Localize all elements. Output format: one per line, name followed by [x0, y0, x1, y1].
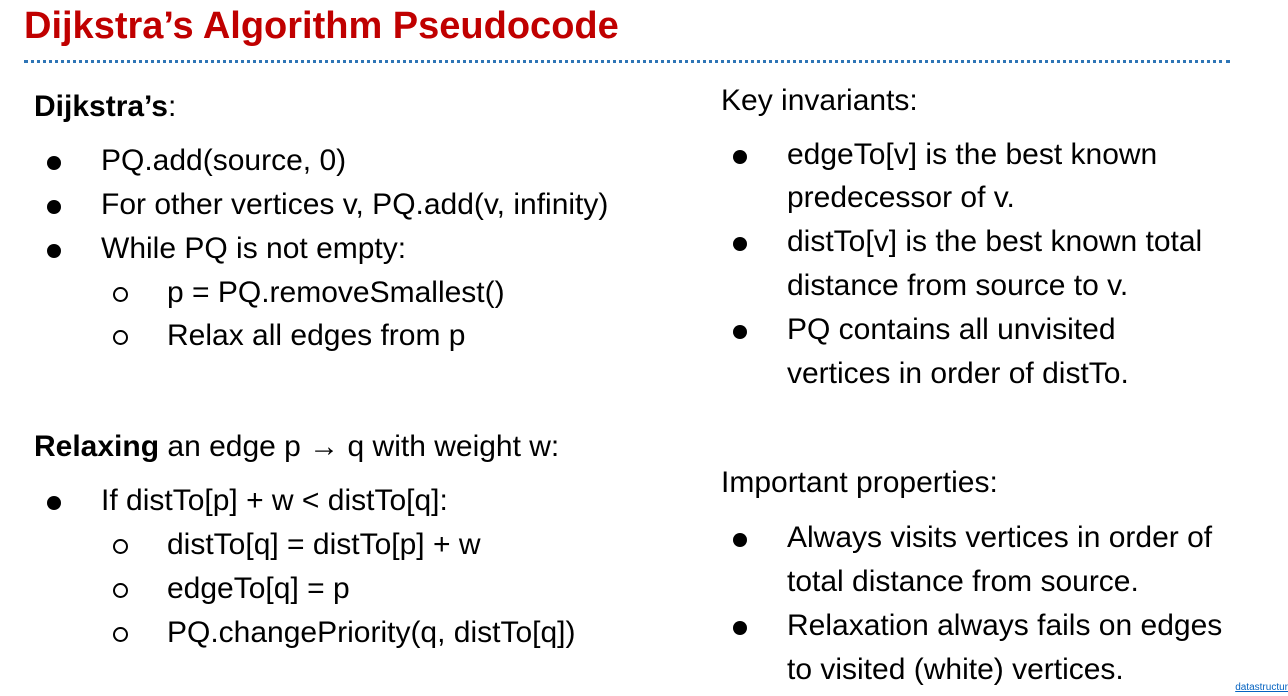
list-item-text: edgeTo[v] is the best known — [787, 138, 1158, 171]
list-item-text: p = PQ.removeSmallest() — [167, 276, 505, 309]
sub-bullet-icon — [101, 271, 141, 315]
sub-bullet-icon — [101, 567, 141, 611]
list-item-text: Always visits vertices in order of — [787, 521, 1213, 554]
bullet-icon — [35, 479, 75, 523]
bullet-icon — [35, 139, 75, 183]
title-divider — [24, 60, 1230, 63]
dijkstra-heading — [34, 87, 176, 127]
bullet-icon — [721, 220, 761, 264]
list-item-text: If distTo[p] + w < distTo[q]: — [101, 484, 448, 517]
list-item-text: While PQ is not empty: — [101, 232, 407, 265]
list-item-text: PQ.changePriority(q, distTo[q]) — [167, 616, 576, 649]
list-item-text: Relax all edges from p — [167, 319, 466, 352]
bullet-icon — [721, 516, 761, 560]
relax-heading-bold: Relaxing — [34, 430, 160, 463]
list-item-text: PQ contains all unvisited — [787, 313, 1116, 346]
list-item-continuation: to visited (white) vertices. — [787, 653, 1124, 686]
list-item-continuation: vertices in order of distTo. — [787, 357, 1129, 390]
sub-bullet-icon — [101, 611, 141, 655]
properties-heading: Important properties: — [721, 466, 998, 499]
bullet-icon — [721, 308, 761, 352]
relax-heading-rest: an edge p → q with weight w: — [159, 430, 560, 463]
list-item-text: distTo[q] = distTo[p] + w — [167, 528, 481, 561]
bullet-icon — [721, 604, 761, 648]
sub-bullet-icon — [101, 523, 141, 567]
dijkstra-heading-bold: Dijkstra’s — [34, 90, 168, 123]
sub-bullet-icon — [101, 314, 141, 358]
footer-link[interactable]: datastructur — [1235, 682, 1288, 693]
list-item-continuation: distance from source to v. — [787, 269, 1129, 302]
invariants-heading: Key invariants: — [721, 84, 918, 117]
relax-heading — [34, 427, 559, 467]
list-item-text: PQ.add(source, 0) — [101, 144, 347, 177]
dijkstra-heading-colon: : — [167, 90, 177, 123]
list-item-continuation: total distance from source. — [787, 565, 1139, 598]
list-item-text: distTo[v] is the best known total — [787, 225, 1203, 258]
slide-title: Dijkstra’s Algorithm Pseudocode — [24, 5, 619, 47]
list-item-continuation: predecessor of v. — [787, 181, 1015, 214]
bullet-icon — [721, 133, 761, 177]
list-item-text: Relaxation always fails on edges — [787, 609, 1223, 642]
bullet-icon — [35, 227, 75, 271]
list-item-text: edgeTo[q] = p — [167, 572, 350, 605]
bullet-icon — [35, 183, 75, 227]
list-item-text: For other vertices v, PQ.add(v, infinity) — [101, 188, 609, 221]
